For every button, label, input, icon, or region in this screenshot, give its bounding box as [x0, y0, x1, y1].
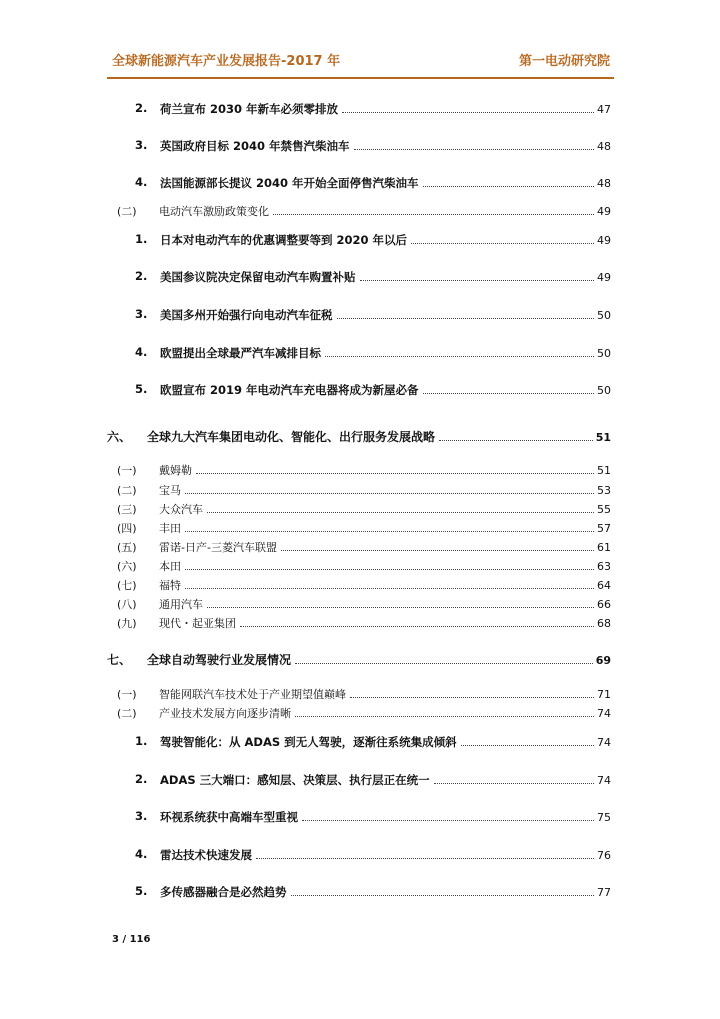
toc-entry[interactable] — [117, 686, 611, 702]
toc-entry[interactable] — [117, 462, 611, 478]
toc-entry[interactable] — [135, 101, 611, 117]
toc-entry-title: 产业技术发展方向逐步清晰 — [159, 707, 291, 720]
dot-leader — [423, 393, 594, 394]
page-header — [0, 0, 720, 80]
toc-entry[interactable] — [107, 651, 611, 668]
toc-entry[interactable] — [135, 382, 611, 398]
toc-entry-number: (八) — [117, 598, 137, 611]
dot-leader — [360, 280, 595, 281]
toc-entry-number: 2. — [135, 101, 148, 115]
toc-entry-page: 49 — [597, 271, 611, 284]
toc-entry-page: 74 — [597, 774, 611, 787]
toc-entry-title: 宝马 — [159, 484, 181, 497]
dot-leader — [185, 588, 594, 589]
toc-entry-page: 47 — [597, 103, 611, 116]
toc-entry-title: 荷兰宣布 2030 年新车必须零排放 — [160, 102, 339, 116]
toc-entry-title: 雷诺-日产-三菱汽车联盟 — [159, 541, 277, 554]
dot-leader — [411, 243, 594, 244]
toc-entry-page: 48 — [597, 140, 611, 153]
toc-entry-number: 1. — [135, 734, 148, 748]
dot-leader — [256, 858, 594, 859]
toc-entry-title: 多传感器融合是必然趋势 — [160, 885, 287, 899]
toc-entry-page: 61 — [597, 541, 611, 554]
toc-entry[interactable] — [117, 705, 611, 721]
toc-entry-page: 50 — [597, 347, 611, 360]
toc-entry-title: 本田 — [159, 560, 181, 573]
toc-entry-number: (六) — [117, 560, 137, 573]
toc-entry-title: 欧盟宣布 2019 年电动汽车充电器将成为新屋必备 — [160, 383, 419, 397]
toc-entry[interactable] — [135, 884, 611, 900]
toc-entry-title: 雷达技术快速发展 — [160, 848, 252, 862]
toc-entry-number: 4. — [135, 345, 148, 359]
toc-entry-number: (九) — [117, 617, 137, 630]
toc-entry-title: 通用汽车 — [159, 598, 203, 611]
toc-entry-title: 英国政府目标 2040 年禁售汽柴油车 — [160, 139, 350, 153]
toc-entry-page: 49 — [597, 234, 611, 247]
toc-entry-page: 50 — [597, 384, 611, 397]
dot-leader — [439, 440, 593, 441]
toc-entry-number: (三) — [117, 503, 137, 516]
toc-entry-number: 六、 — [107, 430, 132, 444]
toc-entry-title: 全球自动驾驶行业发展情况 — [147, 653, 292, 667]
toc-entry-number: 1. — [135, 232, 148, 246]
toc-entry-page: 57 — [597, 522, 611, 535]
toc-entry-number: 2. — [135, 269, 148, 283]
toc-entry-title: 美国参议院决定保留电动汽车购置补贴 — [160, 270, 356, 284]
toc-entry-number: 5. — [135, 884, 148, 898]
toc-entry-page: 64 — [597, 579, 611, 592]
toc-entry-page: 69 — [595, 654, 611, 667]
toc-entry[interactable] — [135, 175, 611, 191]
toc-entry-number: 4. — [135, 847, 148, 861]
toc-entry-title: 驾驶智能化：从 ADAS 到无人驾驶，逐渐往系统集成倾斜 — [160, 735, 457, 749]
report-title: 全球新能源汽车产业发展报告-2017 年 — [112, 54, 341, 69]
toc-entry-title: 法国能源部长提议 2040 年开始全面停售汽柴油车 — [160, 176, 419, 190]
toc-entry-page: 74 — [597, 736, 611, 749]
publisher-name: 第一电动研究院 — [518, 54, 610, 69]
toc-entry-title: 大众汽车 — [159, 503, 203, 516]
toc-entry-number: (一) — [117, 688, 137, 701]
toc-entry-title: 环视系统获中高端车型重视 — [160, 810, 298, 824]
toc-entry-title: 美国多州开始强行向电动汽车征税 — [160, 308, 333, 322]
toc-entry-number: 七、 — [107, 653, 132, 667]
toc-entry-number: 3. — [135, 307, 148, 321]
dot-leader — [240, 626, 594, 627]
toc-entry-page: 68 — [597, 617, 611, 630]
toc-entry[interactable] — [117, 615, 611, 631]
toc-entry[interactable] — [107, 428, 611, 445]
toc-entry[interactable] — [117, 577, 611, 593]
dot-leader — [281, 550, 594, 551]
toc-entry[interactable] — [117, 482, 611, 498]
toc-entry[interactable] — [135, 345, 611, 361]
toc-entry[interactable] — [135, 847, 611, 863]
toc-entry-page: 51 — [595, 431, 611, 444]
toc-entry[interactable] — [135, 307, 611, 323]
toc-entry-title: 福特 — [159, 579, 181, 592]
toc-entry-title: 现代・起亚集团 — [159, 617, 236, 630]
toc-entry-title: 智能网联汽车技术处于产业期望值巅峰 — [159, 688, 346, 701]
toc-entry-number: (一) — [117, 464, 137, 477]
dot-leader — [302, 820, 594, 821]
dot-leader — [185, 569, 594, 570]
toc-entry-page: 63 — [597, 560, 611, 573]
toc-entry-number: (二) — [117, 205, 137, 218]
dot-leader — [354, 149, 594, 150]
toc-entry-number: 3. — [135, 138, 148, 152]
toc-entry[interactable] — [135, 269, 611, 285]
toc-entry[interactable] — [135, 138, 611, 154]
dot-leader — [185, 531, 594, 532]
toc-entry-page: 71 — [597, 688, 611, 701]
header-divider — [107, 77, 614, 79]
dot-leader — [337, 318, 595, 319]
dot-leader — [295, 716, 594, 717]
toc-entry-title: 日本对电动汽车的优惠调整要等到 2020 年以后 — [160, 233, 408, 247]
toc-entry[interactable] — [117, 501, 611, 517]
toc-entry[interactable] — [117, 539, 611, 555]
toc-entry-number: (二) — [117, 707, 137, 720]
toc-entry[interactable] — [135, 734, 611, 750]
toc-entry-page: 48 — [597, 177, 611, 190]
toc-entry-number: 4. — [135, 175, 148, 189]
dot-leader — [434, 783, 594, 784]
dot-leader — [273, 214, 594, 215]
dot-leader — [295, 663, 593, 664]
dot-leader — [461, 745, 594, 746]
dot-leader — [423, 186, 594, 187]
toc-entry-number: (五) — [117, 541, 137, 554]
dot-leader — [207, 512, 594, 513]
toc-entry-title: 欧盟提出全球最严汽车减排目标 — [160, 346, 321, 360]
toc-entry-number: (七) — [117, 579, 137, 592]
toc-entry[interactable] — [135, 809, 611, 825]
toc-entry-number: 2. — [135, 772, 148, 786]
toc-entry-page: 53 — [597, 484, 611, 497]
toc-entry-page: 50 — [597, 309, 611, 322]
toc-entry-number: 3. — [135, 809, 148, 823]
toc-entry-page: 75 — [597, 811, 611, 824]
toc-entry-page: 77 — [597, 886, 611, 899]
dot-leader — [350, 697, 594, 698]
toc-entry[interactable] — [135, 232, 611, 248]
toc-entry-number: (四) — [117, 522, 137, 535]
toc-entry[interactable] — [117, 520, 611, 536]
toc-entry-number: (二) — [117, 484, 137, 497]
dot-leader — [291, 895, 595, 896]
dot-leader — [325, 356, 594, 357]
toc-entry[interactable] — [117, 596, 611, 612]
toc-entry-page: 49 — [597, 205, 611, 218]
dot-leader — [207, 607, 594, 608]
dot-leader — [342, 112, 594, 113]
toc-entry[interactable] — [135, 772, 611, 788]
toc-entry-page: 55 — [597, 503, 611, 516]
dot-leader — [185, 493, 594, 494]
toc-entry-title: 电动汽车激励政策变化 — [159, 205, 269, 218]
toc-entry-page: 74 — [597, 707, 611, 720]
toc-entry-title: 丰田 — [159, 522, 181, 535]
toc-entry-page: 51 — [597, 464, 611, 477]
page-number: 3 / 116 — [112, 934, 151, 945]
toc-entry-title: 戴姆勒 — [159, 464, 192, 477]
toc-entry-title: ADAS 三大端口：感知层、决策层、执行层正在统一 — [160, 773, 430, 787]
dot-leader — [196, 473, 594, 474]
toc-entry-title: 全球九大汽车集团电动化、智能化、出行服务发展战略 — [147, 430, 436, 444]
toc-entry-page: 66 — [597, 598, 611, 611]
toc-entry[interactable] — [117, 558, 611, 574]
toc-entry-number: 5. — [135, 382, 148, 396]
toc-entry[interactable] — [117, 203, 611, 219]
toc-entry-page: 76 — [597, 849, 611, 862]
